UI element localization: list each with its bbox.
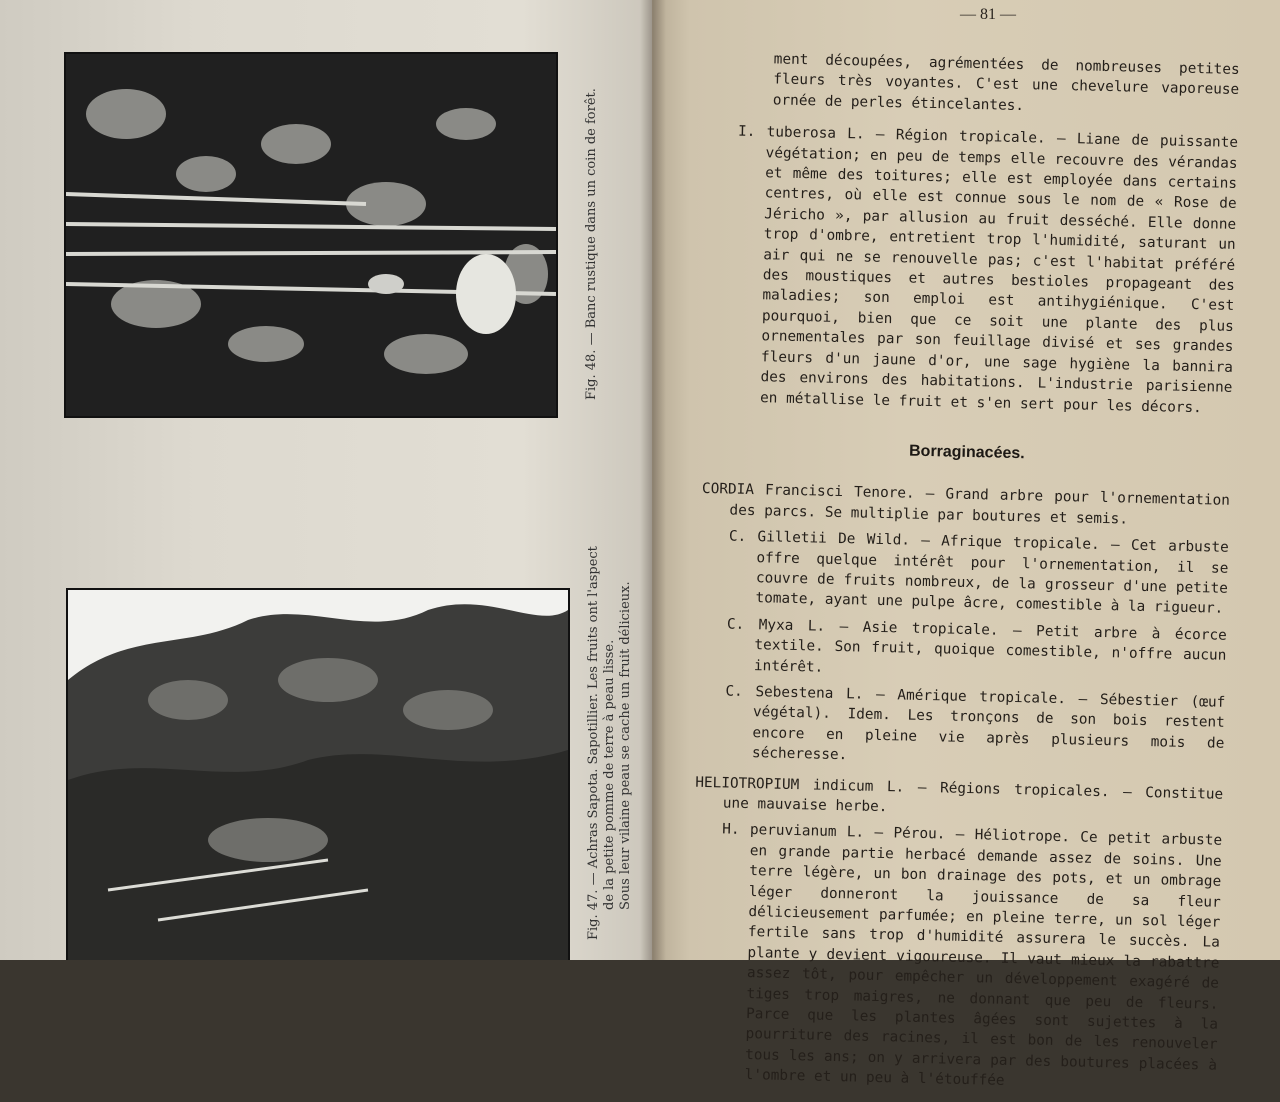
sapodilla-tree-image [68, 590, 568, 960]
fig47-caption-line-2: de la petite pomme de terre à peau lisse. [602, 639, 617, 910]
fig47-caption-line-3: Sous leur vilaine peau se cache un fruit délicieux. [618, 581, 633, 910]
paragraph-cordia-sebestena: C. Sebestena L. — Amérique tropicale. — Sébestier (œuf végétal). Idem. Les tronçons de son bois restent encore en pleine vie après plusieurs mois de sécheresse. [725, 683, 1226, 764]
paragraph-heliotropium-peruvianum: H. peruvianum L. — Pérou. — Héliotrope. Ce petit arbuste en grande partie herbacé demande assez de soins. Une terre légère, un bon drainage des pots, et un ombrage léger donneront la jouissance de sa fleur délicieusement parfumée; en pleine terre, un sol léger fertile sans trop d'humidité assurera le succès. La plante y devient vigoureuse. Il vaut mieux la rabattre assez tôt, pour empêcher un développement exagéré de tiges trop maigres, ne donnant que peu de fleurs. Parce que les plantes âgées sont sujettes à la pourriture des racines, il est bon de les renouveler tous les ans; on y arrivera par des boutures placées à l'ombre et un peu à l'étouffée [722, 821, 1223, 1090]
forest-bench-image [66, 54, 556, 416]
fig47-caption [586, 546, 634, 940]
page-text [688, 48, 1240, 1102]
fig48-caption: Fig. 48. — Banc rustique dans un coin de forêt. [584, 88, 599, 400]
section-heading: Borraginacées. [908, 442, 1025, 463]
paragraph-cordia-gilletii: C. Gilletii De Wild. — Afrique tropicale. — Cet arbuste offre quelque intérêt pour l'ornementation, il se couvre de fruits nombreux, de la grosseur d'une petite tomate, ayant une pulpe âcre, comestible à la rigueur. [728, 528, 1229, 618]
paragraph-heliotropium: HELIOTROPIUM indicum L. — Régions tropicales. — Constitue une mauvaise herbe. [695, 774, 1224, 816]
page-number: — 81 — [960, 6, 1016, 23]
photo-forest-bench [64, 52, 558, 418]
fig47-caption-line-1: Fig. 47. — Achras Sapota. Sapotillier. Les fruits ont l'aspect [586, 546, 601, 940]
paragraph-ipomoea-tuberosa: I. tuberosa L. — Région tropicale. — Liane de puissante végétation; en peu de temps elle recouvre des vérandas et même des toitures; elle est employée dans certains centres, où elle est connue sous le nom de « Rose de Jéricho », par allusion au fruit desséché. Elle donne trop d'ombre, entretient trop l'humidité, saturant un air qui ne se renouvelle pas; c'est l'habitat préféré des moustiques et autres bestioles propageant des maladies; son emploi est antihygiénique. C'est pourquoi, bien que ce soit une plante des plus ornementales par son feuillage divisé et ses grandes fleurs d'un jaune d'or, une sage hygiène la bannira des environs des habitations. L'industrie parisienne en métallise le fruit et s'en sert pour les décors. [737, 123, 1239, 416]
paragraph-cordia: CORDIA Francisci Tenore. — Grand arbre pour l'ornementation des parcs. Se multiplie par boutures et semis. [701, 481, 1231, 528]
photo-sapodilla-tree [66, 588, 570, 960]
paragraph-cordia-myxa: C. Myxa L. — Asie tropicale. — Petit arbre à écorce textile. Son fruit, quoique comestible, n'offre aucun intérêt. [726, 616, 1227, 676]
paragraph-continued: ment découpées, agrémentées de nombreuses petites fleurs très voyantes. C'est une chevelure vaporeuse ornée de perles étincelantes. [772, 51, 1240, 114]
left-page [0, 0, 652, 960]
